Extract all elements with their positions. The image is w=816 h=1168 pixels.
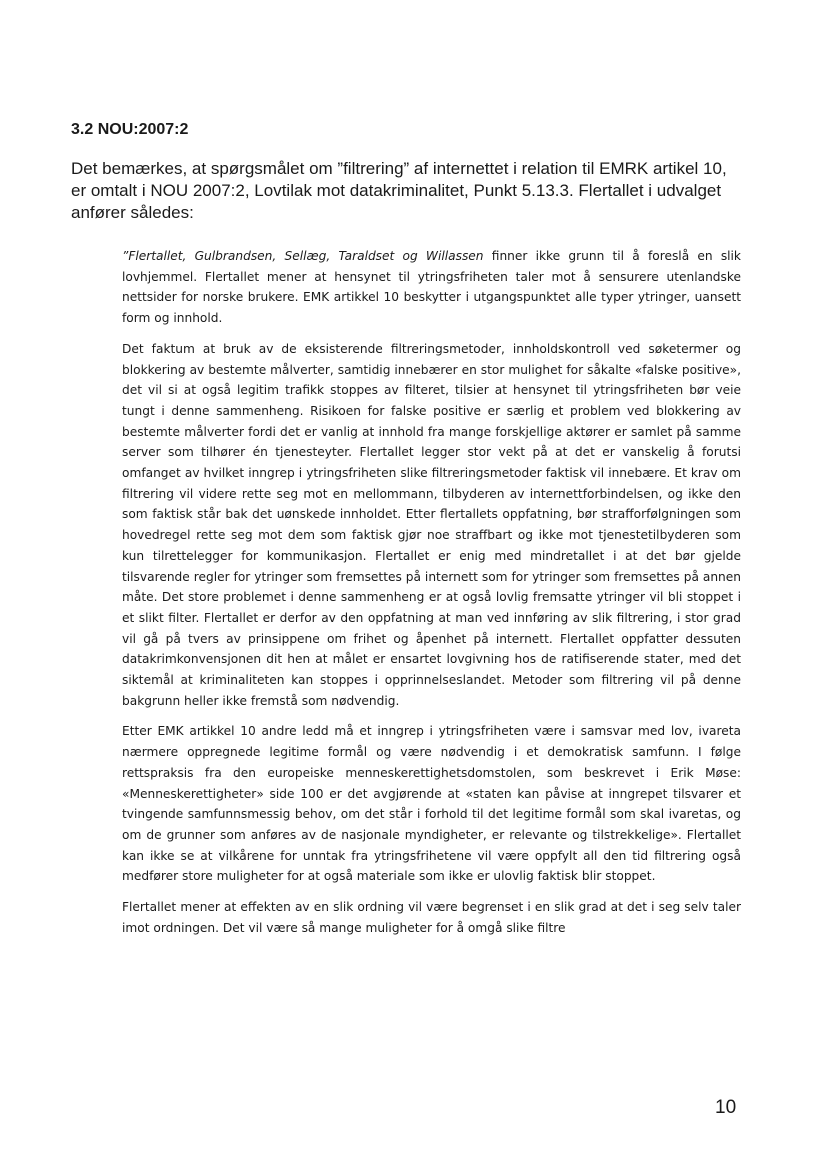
quote-paragraph-1 (122, 246, 741, 329)
quote-paragraph-1-text: finner ikke grunn til å foreslå en slik lovhjemmel. Flertallet mener at hensynet til ytringsfriheten taler mot å sensurere utenlandske nettsider for norske brukere. EMK artikkel 10 beskytter i utgangspunktet alle typer ytringer, uansett form og innhold. (122, 249, 741, 326)
section-heading: 3.2 NOU:2007:2 (71, 121, 189, 138)
quote-paragraph-3: Etter EMK artikkel 10 andre ledd må et inngrep i ytringsfriheten være i samsvar med lov, ivareta nærmere oppregnede legitime formål og være nødvendig i et demokratisk samfunn. I følge rettspraksis fra den europeiske menneskerettighetsdomstolen, som beskrevet i Erik Møse: «Menneskerettigheter» side 100 er det avgjørende at «staten kan påvise at inngrepet tilsvarer et tvingende samfunnsmessig behov, om det står i forhold til det legitime formål som skal ivaretas, og om de grunner som anføres av de nasjonale myndigheter, er relevante og tilstrekkelige». Flertallet kan ikke se at vilkårene for unntak fra ytringsfrihetene vil være oppfylt all den tid filtrering også medfører store muligheter for at også materiale som ikke er ulovlig faktisk blir stoppet. (122, 724, 741, 884)
intro-paragraph: Det bemærkes, at spørgsmålet om ”filtrering” af internettet i relation til EMRK artikel 10, er omtalt i NOU 2007:2, Lovtilak mot datakriminalitet, Punkt 5.13.3. Flertallet i udvalget anfører således: (71, 159, 727, 222)
quoted-text-block (122, 246, 741, 949)
quote-paragraph-4: Flertallet mener at effekten av en slik ordning vil være begrenset i en slik grad at det i seg selv taler imot ordningen. Det vil være så mange muligheter for å omgå slike filtre (122, 900, 741, 935)
page-number: 10 (715, 1097, 737, 1118)
quote-paragraph-2: Det faktum at bruk av de eksisterende filtreringsmetoder, innholdskontroll ved søketermer og blokkering av bestemte målverter, samtidig innebærer en stor mulighet for såkalte «falske positive», det vil si at også legitim trafikk stoppes av filteret, tilsier at hensynet til ytringsfriheten bør veie tungt i denne sammenheng. Risikoen for falske positive er særlig et problem ved blokkering av bestemte målverter fordi det er vanlig at innhold fra mange forskjellige aktører er samlet på samme server som tilhører én tjenesteyter. Flertallet legger stor vekt på at det er vanskelig å forutsi omfanget av hvilket inngrep i ytringsfriheten slike filtreringsmetoder faktisk vil innebære. Et krav om filtrering vil videre rette seg mot en mellommann, tilbyderen av internettforbindelsen, og ikke den som faktisk står bak det uønskede innholdet. Etter flertallets oppfatning, bør strafforfølgningen som hovedregel rette seg mot dem som faktisk gjør noe straffbart og ikke mot tjenestetilbyderen som kun tilrettelegger for kommunikasjon. Flertallet er enig med mindretallet i at det bør gjelde tilsvarende regler for ytringer som fremsettes på internett som for ytringer som fremsettes på annen måte. Det store problemet i denne sammenheng er at også lovlig fremsatte ytringer vil bli stoppet i et slikt filter. Flertallet er derfor av den oppfatning at man ved innføring av slik filtrering, i stor grad vil gå på tvers av prinsippene om frihet og åpenhet på internett. Flertallet oppfatter dessuten datakrimkonvensjonen dit hen at målet er ensartet lovgivning hos de ratifiserende stater, med det siktemål at kriminaliteten kan stoppes i opprinnelseslandet. Metoder som filtrering vil på denne bakgrunn heller ikke fremstå som nødvendig. (122, 341, 741, 708)
committee-members: ”Flertallet, Gulbrandsen, Sellæg, Taraldset og Willassen (122, 249, 484, 263)
